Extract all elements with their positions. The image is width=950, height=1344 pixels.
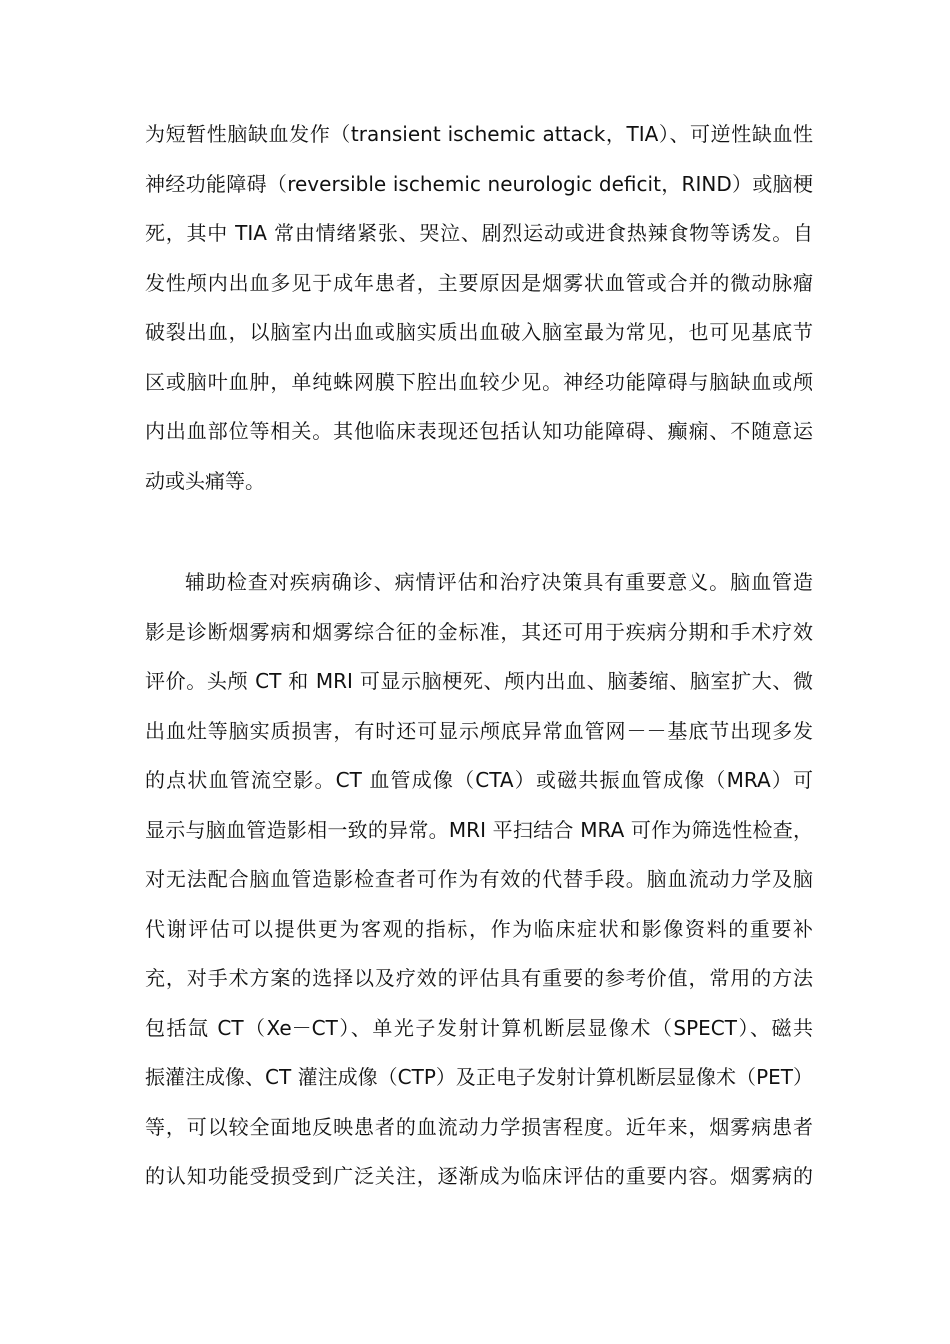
text-line: 评价。头颅 CT 和 MRI 可显示脑梗死、颅内出血、脑萎缩、脑室扩大、微	[145, 669, 813, 693]
text-line: 的认知功能受损受到广泛关注，逐渐成为临床评估的重要内容。烟雾病的	[145, 1164, 813, 1188]
text-line: 对无法配合脑血管造影检查者可作为有效的代替手段。脑血流动力学及脑	[145, 867, 813, 891]
paragraph-auxiliary-examinations	[145, 558, 813, 1202]
text-line: 死，其中 TIA 常由情绪紧张、哭泣、剧烈运动或进食热辣食物等诱发。自	[145, 221, 813, 245]
text-line: 神经功能障碍（reversible ischemic neurologic deficit，RIND）或脑梗	[145, 171, 813, 196]
text-line: 包括氙 CT（Xe－CT）、单光子发射计算机断层显像术（SPECT）、磁共	[145, 1015, 813, 1040]
text-line: 的点状血管流空影。CT 血管成像（CTA）或磁共振血管成像（MRA）可	[145, 768, 813, 792]
text-line: 区或脑叶血肿，单纯蛛网膜下腔出血较少见。神经功能障碍与脑缺血或颅	[145, 369, 813, 394]
text-line: 为短暂性脑缺血发作（transient ischemic attack，TIA）、可逆性缺血性	[145, 122, 813, 146]
text-line: 振灌注成像、CT 灌注成像（CTP）及正电子发射计算机断层显像术（PET）	[145, 1065, 813, 1089]
text-line: 辅助检查对疾病确诊、病情评估和治疗决策具有重要意义。脑血管造	[185, 570, 813, 594]
text-line: 等，可以较全面地反映患者的血流动力学损害程度。近年来，烟雾病患者	[145, 1114, 813, 1139]
text-line: 出血灶等脑实质损害，有时还可显示颅底异常血管网－－基底节出现多发	[145, 718, 813, 743]
text-line: 发性颅内出血多见于成年患者，主要原因是烟雾状血管或合并的微动脉瘤	[145, 270, 813, 295]
text-line: 破裂出血，以脑室内出血或脑实质出血破入脑室最为常见，也可见基底节	[145, 320, 813, 344]
text-line: 充，对手术方案的选择以及疗效的评估具有重要的参考价值，常用的方法	[145, 966, 813, 990]
paragraph-clinical-presentation	[145, 110, 813, 506]
text-line: 影是诊断烟雾病和烟雾综合征的金标准，其还可用于疾病分期和手术疗效	[145, 619, 813, 644]
text-line: 内出血部位等相关。其他临床表现还包括认知功能障碍、癫痫、不随意运	[145, 419, 813, 443]
text-line: 显示与脑血管造影相一致的异常。MRI 平扫结合 MRA 可作为筛选性检查，	[145, 817, 813, 842]
text-line: 代谢评估可以提供更为客观的指标，作为临床症状和影像资料的重要补	[145, 916, 813, 941]
text-line: 动或头痛等。	[145, 468, 265, 493]
